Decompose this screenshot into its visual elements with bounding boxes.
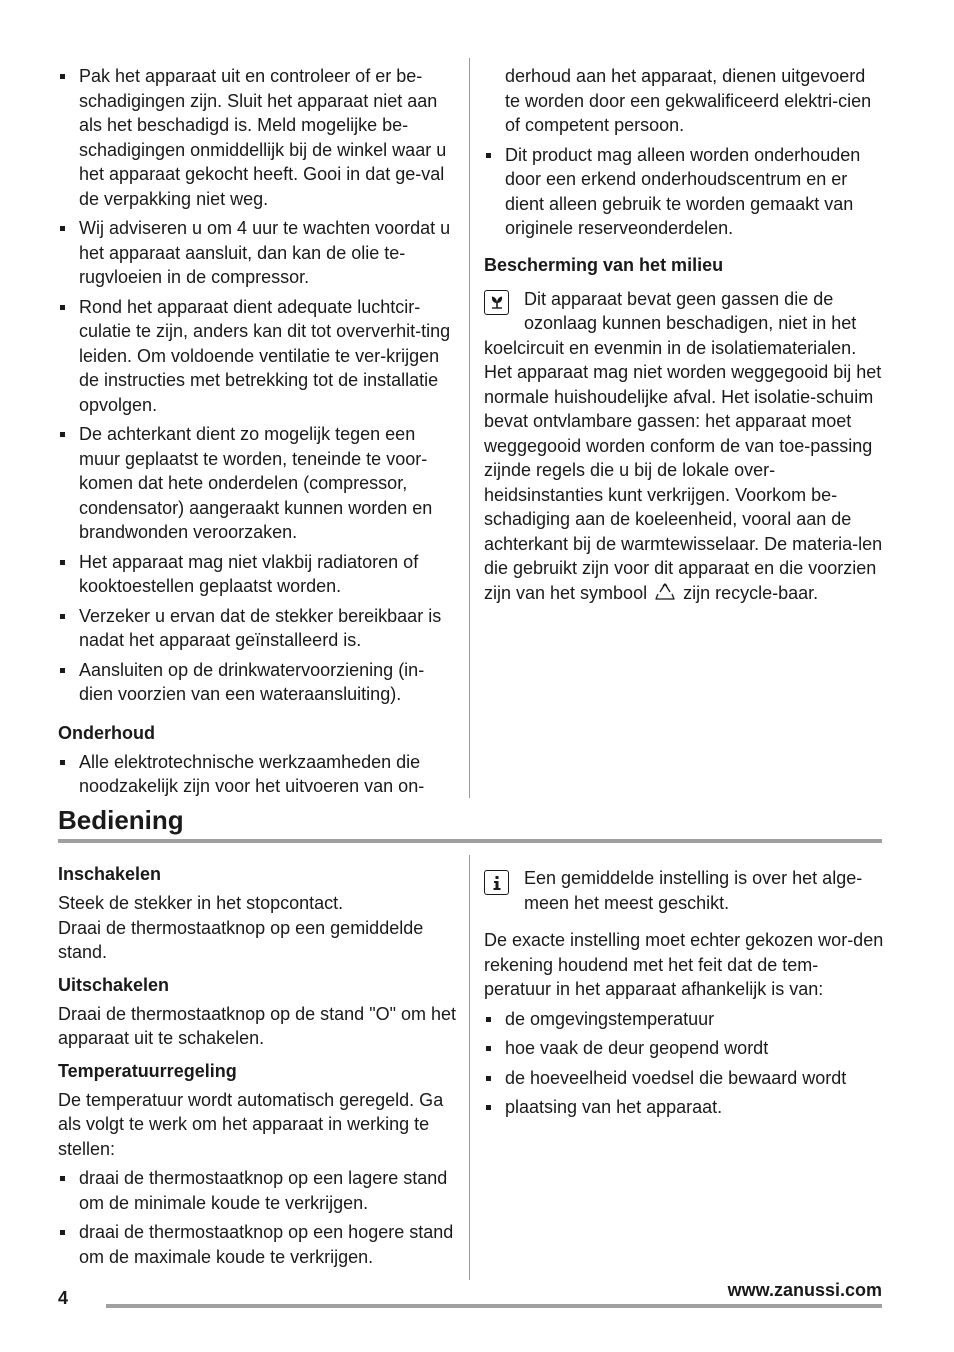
environment-icon bbox=[484, 290, 509, 315]
exact-setting-text: De exacte instelling moet echter gekozen wor-den rekening houdend met het feit dat de tem-peratuur in het apparaat afhankelijk is van: bbox=[484, 930, 884, 999]
recycle-icon bbox=[654, 582, 676, 609]
list-item: Rond het apparaat dient adequate luchtcir-culatie te zijn, anders kan dit tot oververhit-ting leiden. Om voldoende ventilatie te ver-krijgen de instructies met betrekking tot de installatie opvolgen. bbox=[58, 295, 456, 418]
list-item: de hoeveelheid voedsel die bewaard wordt bbox=[484, 1066, 884, 1091]
footer-rule bbox=[106, 1304, 882, 1308]
list-item: Alle elektrotechnische werkzaamheden die noodzakelijk zijn voor het uitvoeren van on- bbox=[58, 750, 456, 799]
temperatuurregeling-heading: Temperatuurregeling bbox=[58, 1060, 237, 1081]
exact-setting-bullet-list bbox=[484, 1007, 884, 1120]
bediening-left-column bbox=[58, 862, 458, 1274]
milieu-text-b: zijn recycle-baar. bbox=[683, 582, 819, 603]
onderhoud-continuation: derhoud aan het apparaat, dienen uitgevoerd te worden door een gekwalificeerd elektri-cien of competent persoon. bbox=[505, 66, 872, 135]
list-item: Het apparaat mag niet vlakbij radiatoren of kooktoestellen geplaatst worden. bbox=[58, 550, 456, 599]
bediening-right-column bbox=[484, 866, 884, 1125]
page-number: 4 bbox=[58, 1288, 69, 1308]
safety-bullet-list bbox=[58, 64, 456, 707]
list-item: Dit product mag alleen worden onderhouden door een erkend onderhoudscentrum en er dient alleen gebruik te worden gemaakt van originele reserveonderdelen. bbox=[484, 143, 884, 241]
section-rule bbox=[58, 839, 882, 843]
milieu-heading: Bescherming van het milieu bbox=[484, 254, 724, 275]
milieu-text-a: Dit apparaat bevat geen gassen die de ozonlaag kunnen beschadigen, niet in het koelcircuit en evenmin in de isolatiematerialen. Het apparaat mag niet worden weggegooid bij het normale huishoudelijke afval. Het isolatie-schuim bevat ontvlambare gassen: het apparaat moet weggegooid worden conform de van toe-passing zijnde regels die u bij de lokale over-heidsinstanties kunt verkrijgen. Voorkom be-schadiging aan de koeleenheid, vooral aan de achterkant bij de warmtewisselaar. De materia-len die gebruikt zijn voor dit apparaat en die voorzien zijn van het symbool bbox=[484, 288, 883, 603]
uitschakelen-heading: Uitschakelen bbox=[58, 974, 170, 995]
inschakelen-line2: Draai de thermostaatknop op een gemiddelde stand. bbox=[58, 917, 424, 962]
uitschakelen-text: Draai de thermostaatknop op de stand "O" om het apparaat uit te schakelen. bbox=[58, 1003, 457, 1048]
temperatuurregeling-bullet-list bbox=[58, 1166, 458, 1269]
inschakelen-heading: Inschakelen bbox=[58, 864, 162, 884]
list-item: de omgevingstemperatuur bbox=[484, 1007, 884, 1032]
onderhoud-right-bullet-list bbox=[484, 143, 884, 241]
temperatuurregeling-text: De temperatuur wordt automatisch geregeld. Ga als volgt te werk om het apparaat in werking te stellen: bbox=[58, 1089, 444, 1159]
list-item: Aansluiten op de drinkwatervoorziening (in-dien voorzien van een wateraansluiting). bbox=[58, 658, 456, 707]
list-item: Pak het apparaat uit en controleer of er be-schadigingen zijn. Sluit het apparaat niet aan als het beschadigd is. Meld mogelijke be-schadigingen onmiddellijk bij de winkel waar u het apparaat gekocht heeft. Gooi in dat ge-val de verpakking niet weg. bbox=[58, 64, 456, 211]
onderhoud-bullet-list bbox=[58, 750, 456, 799]
list-item: draai de thermostaatknop op een lagere stand om de minimale koude te verkrijgen. bbox=[58, 1166, 458, 1215]
list-item: draai de thermostaatknop op een hogere stand om de maximale koude te verkrijgen. bbox=[58, 1220, 458, 1269]
column-divider-bottom bbox=[469, 855, 470, 1280]
list-item: hoe vaak de deur geopend wordt bbox=[484, 1036, 884, 1061]
list-item: Wij adviseren u om 4 uur te wachten voordat u het apparaat aansluit, dan kan de olie te-rugvloeien in de compressor. bbox=[58, 216, 456, 290]
column-divider-top bbox=[469, 58, 470, 798]
milieu-paragraph bbox=[484, 287, 884, 609]
list-item: Verzeker u ervan dat de stekker bereikbaar is nadat het apparaat geïnstalleerd is. bbox=[58, 604, 456, 653]
top-right-column bbox=[484, 64, 884, 608]
info-icon bbox=[484, 870, 509, 895]
info-note-text: Een gemiddelde instelling is over het alge-meen het meest geschikt. bbox=[524, 868, 863, 913]
website-link[interactable]: www.zanussi.com bbox=[727, 1280, 882, 1300]
list-item: De achterkant dient zo mogelijk tegen een muur geplaatst te worden, teneinde te voor-komen dat hete onderdelen (compressor, condensator) aangeraakt kunnen worden en brandwonden veroorzaken. bbox=[58, 422, 456, 545]
inschakelen-line1: Steek de stekker in het stopcontact. bbox=[58, 893, 344, 913]
section-title-bediening: Bediening bbox=[58, 805, 184, 835]
info-note bbox=[484, 866, 884, 915]
onderhoud-heading: Onderhoud bbox=[58, 722, 155, 743]
list-item: plaatsing van het apparaat. bbox=[484, 1095, 884, 1120]
top-left-column bbox=[58, 64, 456, 804]
